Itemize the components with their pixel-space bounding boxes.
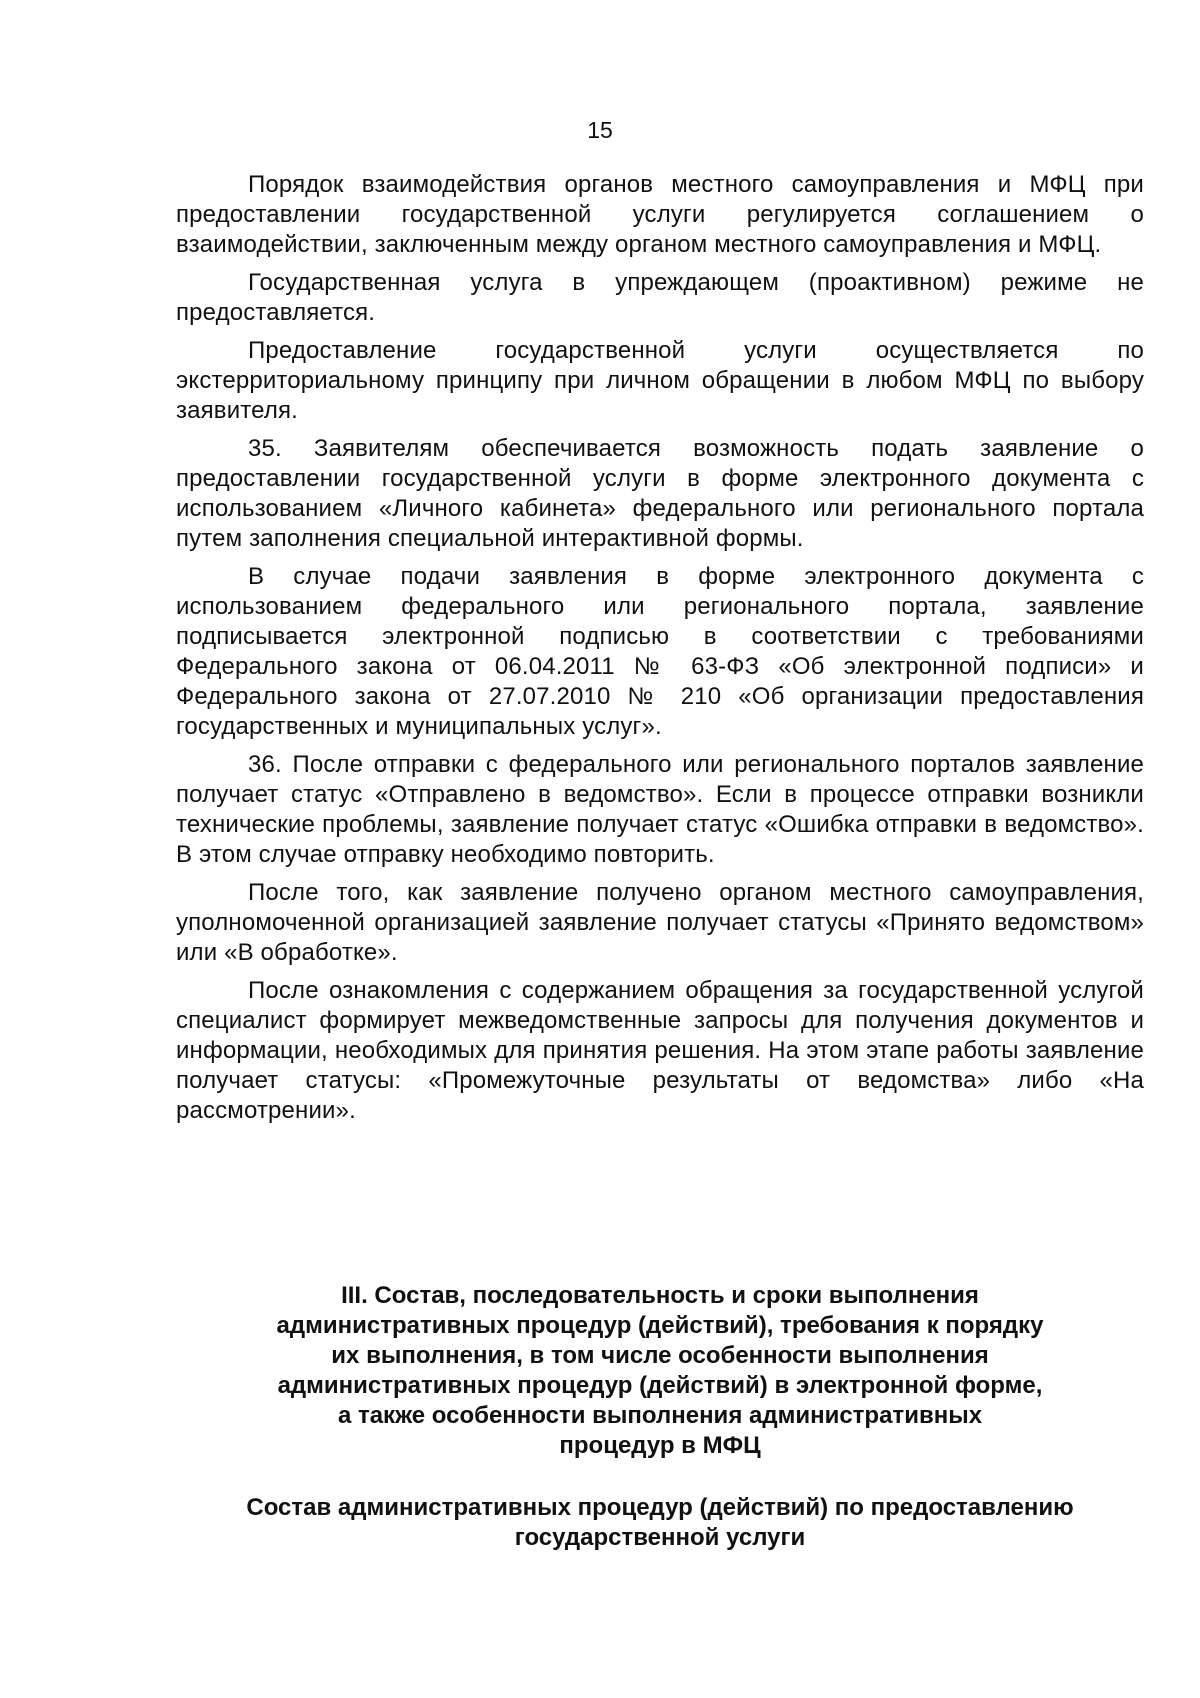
section-heading-line: процедур в МФЦ [559, 1432, 761, 1459]
section-heading-line: административных процедур (действий), требования к порядку [276, 1312, 1044, 1339]
body-text [176, 170, 1144, 1134]
section-heading-line: их выполнения, в том числе особенности выполнения [331, 1342, 989, 1369]
paragraph-item-36: 36. После отправки с федерального или регионального порталов заявление получает статус «Отправлено в ведомство». Если в процессе отправки возникли технические проблемы, заявление получает статус «Ошибка отправки в ведомство». В этом случае отправку необходимо повторить. [176, 751, 1144, 868]
page-number: 15 [587, 117, 613, 143]
subsection-heading [160, 1493, 1160, 1553]
paragraph-interagency-requests: После ознакомления с содержанием обращения за государственной услугой специалист формирует межведомственные запросы для получения документов и информации, необходимых для принятия решения. На этом этапе работы заявление получает статусы: «Промежуточные результаты от ведомства» либо «На рассмотрении». [176, 977, 1144, 1124]
subsection-heading-line: Состав административных процедур (действий) по предоставлению [246, 1494, 1074, 1521]
paragraph-extraterritorial: Предоставление государственной услуги осуществляется по экстерриториальному принципу при личном обращении в любом МФЦ по выбору заявителя. [176, 337, 1144, 424]
paragraph-status-received: После того, как заявление получено органом местного самоуправления, уполномоченной организацией заявление получает статусы «Принято ведомством» или «В обработке». [176, 879, 1144, 966]
section-heading [160, 1281, 1160, 1461]
paragraph-mfc-interaction: Порядок взаимодействия органов местного самоуправления и МФЦ при предоставлении государственной услуги регулируется соглашением о взаимодействии, заключенным между органом местного самоуправления и МФЦ. [176, 171, 1144, 258]
paragraph-proactive-mode: Государственная услуга в упреждающем (проактивном) режиме не предоставляется. [176, 269, 1144, 326]
subsection-heading-line: государственной услуги [514, 1524, 806, 1551]
section-heading-line: III. Состав, последовательность и сроки выполнения [341, 1282, 979, 1309]
section-heading-line: административных процедур (действий) в электронной форме, [277, 1372, 1043, 1399]
paragraph-electronic-signature: В случае подачи заявления в форме электронного документа с использованием федерального или регионального портала, заявление подписывается электронной подписью в соответствии с требованиями Федерального закона от 06.04.2011 № 63-ФЗ «Об электронной подписи» и Федерального закона от 27.07.2010 № 210 «Об организации предоставления государственных и муниципальных услуг». [176, 563, 1144, 740]
section-heading-line: а также особенности выполнения административных [337, 1402, 983, 1429]
paragraph-item-35: 35. Заявителям обеспечивается возможность подать заявление о предоставлении государственной услуги в форме электронного документа с использованием «Личного кабинета» федерального или регионального портала путем заполнения специальной интерактивной формы. [176, 435, 1144, 552]
